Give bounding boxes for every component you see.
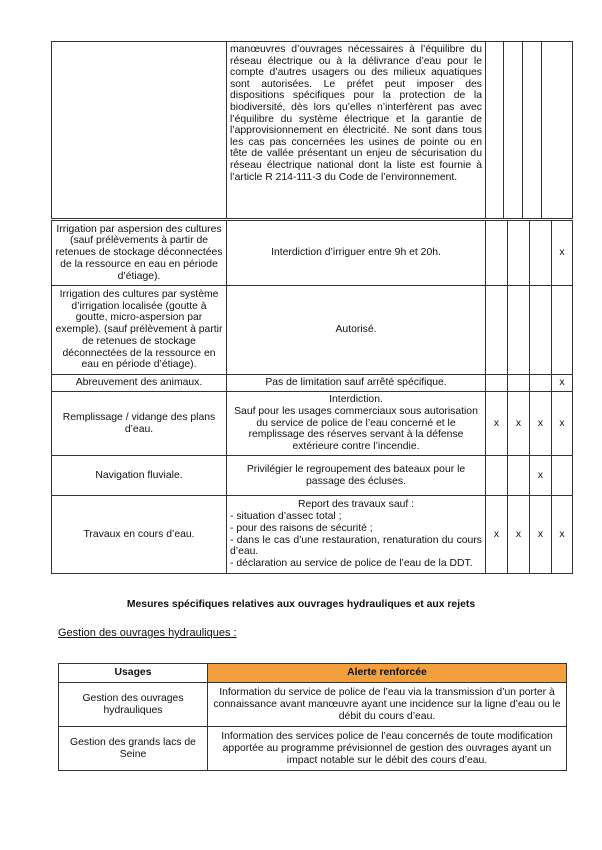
section-subheading [58,627,237,639]
table-row [52,42,573,219]
alert-cell [504,42,523,219]
alert-mark [530,375,552,392]
alert-mark: x [508,496,530,574]
table-row [59,727,567,771]
usage-cell: Navigation fluviale. [52,456,227,496]
alert-mark [508,456,530,496]
alert-mark: x [486,392,508,456]
usage-cell: Abreuvement des animaux. [52,375,227,392]
alert-mark [552,286,573,375]
table-row [52,221,573,286]
measure-item: - déclaration au service de police de l’eau de la DDT. [230,558,473,570]
measure-title: Report des travaux sauf : [297,499,415,511]
alert-mark [552,456,573,496]
table-row [52,392,573,456]
alert-mark: x [552,375,573,392]
continuation-text: manœuvres d’ouvrages nécessaires à l’équilibre du réseau électrique ou à la délivrance d’eau pour le compte d’autres usagers ou des milieux aquatiques sont autorisées. Le préfet peut imposer des dispositions spécifiques pour la protection de la biodiversité, dès lors qu’elles n’interfèrent pas avec l’équilibre du système électrique et la garantie de l’approvisionnement en électricité. Ne sont dans tous les cas pas concernées les usines de pointe ou en tête de vallée présentant un enjeu de sécurisation du réseau électrique national dont la liste est fournie à l’article R 214-111-3 du Code de l’environnement. [230,44,482,183]
usage-restrictions-table [51,220,573,574]
alert-mark: x [530,392,552,456]
table-row [52,286,573,375]
usage-cell: Travaux en cours d’eau. [52,496,227,574]
alert-cell [486,42,504,219]
measure-cell: Privilégier le regroupement des bateaux pour le passage des écluses. [227,456,486,496]
alert-mark [486,286,508,375]
usage-cell: Gestion des ouvrages hydrauliques [59,683,208,727]
usage-cell: Irrigation des cultures par système d’irrigation localisée (goutte à goutte, micro-aspersion par exemple). (sauf prélèvement à partir de retenues de stockage déconnectées de la ressource en eau en période d’étiage). [52,286,227,375]
subheading-text: Gestion des ouvrages hydrauliques [58,627,231,639]
alert-cell [542,42,573,219]
subheading-suffix: : [230,627,237,639]
alert-mark: x [530,456,552,496]
measure-text: Sauf pour les usages commerciaux sous autorisation du service de police de l’eau concerné et le remplissage des réserves servant à la défense extérieure contre l’incendie. [234,405,478,453]
table-header-row [59,664,567,683]
measure-item: - situation d’assec total ; [230,510,342,522]
alert-mark [530,221,552,286]
measure-item: - pour des raisons de sécurité ; [230,522,373,534]
measure-cell: Autorisé. [227,286,486,375]
alert-mark: x [552,221,573,286]
header-alert-renforcee: Alerte renforcée [208,664,567,683]
alert-mark [508,286,530,375]
measure-cell [227,392,486,456]
alert-mark [486,221,508,286]
alert-mark: x [552,392,573,456]
table-row [52,496,573,574]
hydraulic-works-table [58,663,567,771]
table-row [52,375,573,392]
measure-cell: Information du service de police de l’eau via la transmission d’un porter à connaissance avant manœuvre ayant une incidence sur la ligne d’eau ou le débit du cours d’eau. [208,683,567,727]
measure-cell [227,42,486,219]
table-row [59,683,567,727]
usage-cell: Gestion des grands lacs de Seine [59,727,208,771]
alert-mark [486,456,508,496]
alert-cell [523,42,542,219]
measure-item: - dans le cas d’une restauration, renaturation du cours d’eau. [230,534,482,558]
usage-cell: Remplissage / vidange des plans d’eau. [52,392,227,456]
alert-mark [530,286,552,375]
measure-cell: Interdiction d’irriguer entre 9h et 20h. [227,221,486,286]
usage-cell [52,42,227,219]
alert-mark: x [552,496,573,574]
measure-cell [227,496,486,574]
header-usages: Usages [59,664,208,683]
alert-mark: x [508,392,530,456]
section-heading: Mesures spécifiques relatives aux ouvrages hydrauliques et aux rejets [126,599,476,610]
alert-mark: x [486,496,508,574]
alert-mark [486,375,508,392]
continuation-table [51,41,573,219]
measure-cell: Information des services police de l’eau concernés de toute modification apportée au programme prévisionnel de gestion des ouvrages ayant un impact notable sur le débit des cours d’eau. [208,727,567,771]
alert-mark: x [530,496,552,574]
measure-cell: Pas de limitation sauf arrêté spécifique. [227,375,486,392]
table-row [52,456,573,496]
alert-mark [508,375,530,392]
usage-cell: Irrigation par aspersion des cultures (sauf prélèvements à partir de retenues de stockage déconnectées de la ressource en eau en période d’étiage). [52,221,227,286]
measure-title: Interdiction. [329,394,383,405]
alert-mark [508,221,530,286]
